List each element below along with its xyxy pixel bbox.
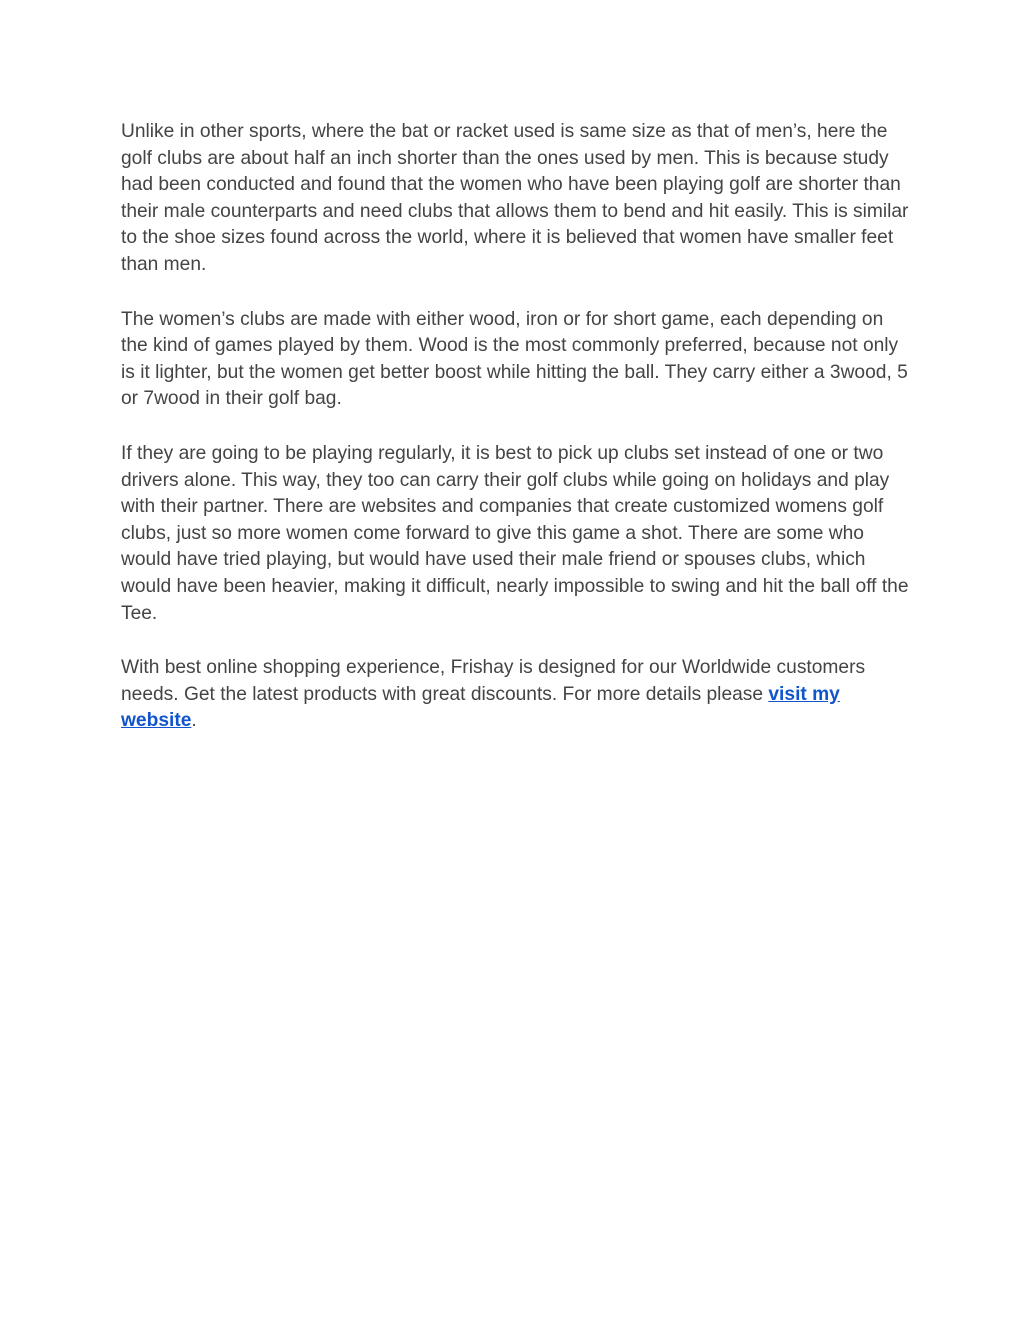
document-body	[121, 119, 911, 763]
paragraph-club-sets: If they are going to be playing regularly, it is best to pick up clubs set instead of one or two drivers alone. This way, they too can carry their golf clubs while going on holidays and play with their partner. There are websites and companies that create customized womens golf clubs, just so more women come forward to give this game a shot. There are some who would have tried playing, but would have used their male friend or spouses clubs, which would have been heavier, making it difficult, nearly impossible to swing and hit the ball off the Tee.	[121, 442, 909, 624]
paragraph-club-materials: The women’s clubs are made with either wood, iron or for short game, each depending on the kind of games played by them. Wood is the most commonly preferred, because not only is it lighter, but the women get better boost while hitting the ball. They carry either a 3wood, 5 or 7wood in their golf bag.	[121, 308, 908, 410]
paragraph-club-size: Unlike in other sports, where the bat or racket used is same size as that of men’s, here the golf clubs are about half an inch shorter than the ones used by men. This is because study had been conducted and found that the women who have been playing golf are shorter than their male counterparts and need clubs that allows them to bend and hit easily. This is similar to the shoe sizes found across the world, where it is believed that women have smaller feet than men.	[121, 121, 909, 275]
closing-suffix: .	[191, 710, 197, 732]
closing-text: With best online shopping experience, Frishay is designed for our Worldwide customers needs. Get the latest products with great discounts. For more details please	[121, 657, 866, 705]
paragraph-closing	[121, 655, 911, 735]
visit-website-link[interactable]: visit my website	[121, 683, 840, 732]
